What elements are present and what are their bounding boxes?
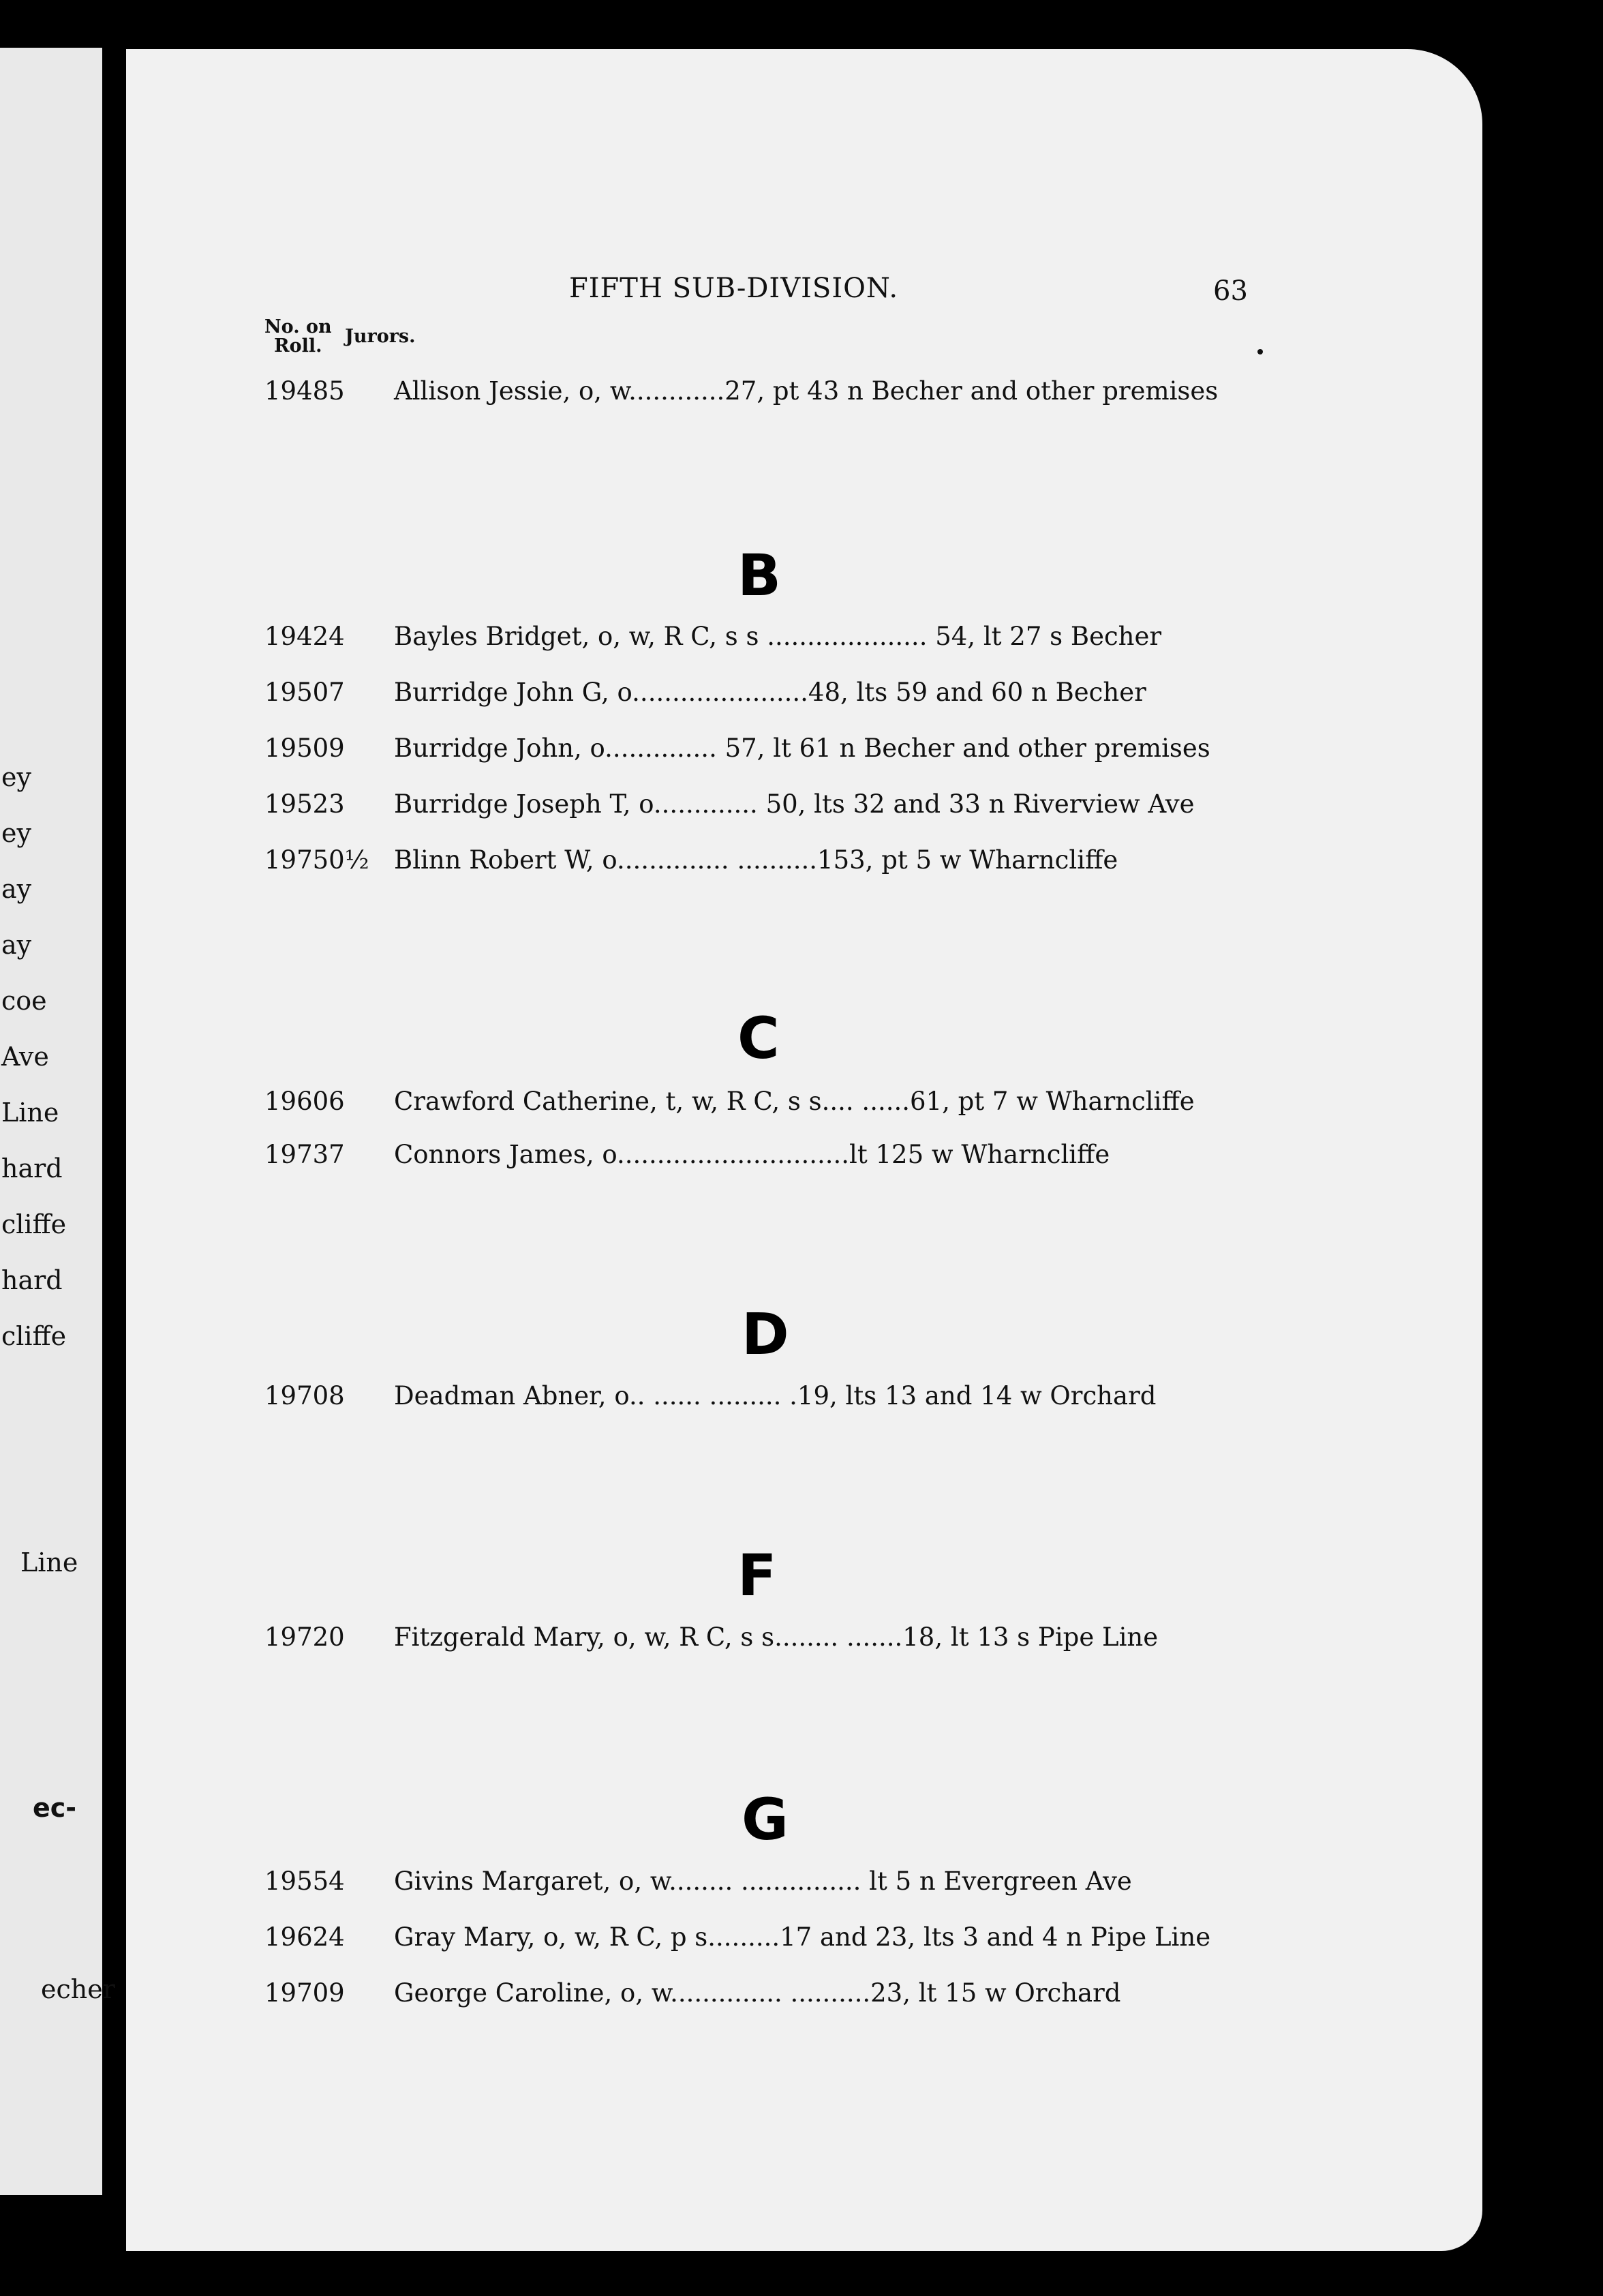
roll-number: 19523 [264, 789, 345, 819]
column-header [264, 318, 416, 356]
juror-entry: Connors James, o.............................lt 125 w Wharncliffe [394, 1140, 1110, 1169]
section-letter: F [737, 1542, 777, 1609]
roll-number: 19485 [264, 376, 345, 406]
margin-fragment: cliffe [1, 1209, 67, 1239]
roll-header-line1: No. on [264, 316, 332, 337]
roll-number: 19554 [264, 1867, 345, 1896]
section-letter: B [737, 542, 782, 609]
margin-fragment: echer [41, 1974, 115, 2004]
section-letter: C [737, 1005, 780, 1072]
juror-entry: Burridge Joseph T, o............. 50, lts 32 and 33 n Riverview Ave [394, 789, 1195, 819]
roll-number: 19606 [264, 1087, 345, 1116]
margin-fragment: ey [1, 762, 31, 792]
juror-entry: Burridge John, o.............. 57, lt 61 n Becher and other premises [394, 734, 1210, 763]
roll-number: 19509 [264, 734, 345, 763]
margin-fragment: hard [1, 1153, 63, 1183]
margin-fragment: Line [1, 1098, 59, 1128]
juror-entry: Crawford Catherine, t, w, R C, s s.... ......61, pt 7 w Wharncliffe [394, 1087, 1195, 1116]
page-number: 63 [1213, 275, 1248, 307]
juror-row [264, 734, 1266, 766]
section-letter: D [742, 1301, 789, 1368]
juror-row [264, 1087, 1266, 1119]
juror-row [264, 1381, 1266, 1414]
juror-entry: George Caroline, o, w.............. ..........23, lt 15 w Orchard [394, 1978, 1121, 2008]
juror-entry: Deadman Abner, o.. ...... ......... .19, lts 13 and 14 w Orchard [394, 1381, 1157, 1410]
margin-fragment: cliffe [1, 1321, 67, 1351]
roll-number-header [264, 318, 332, 356]
section-letter: G [742, 1786, 789, 1853]
margin-fragment: Line [20, 1547, 78, 1577]
roll-number: 19624 [264, 1922, 345, 1952]
juror-row [264, 1622, 1266, 1655]
roll-number: 19507 [264, 678, 345, 707]
margin-fragment: Ave [1, 1042, 49, 1072]
book-binding [102, 48, 128, 2263]
page-title: FIFTH SUB-DIVISION. [569, 273, 899, 304]
juror-entry: Bayles Bridget, o, w, R C, s s .................... 54, lt 27 s Becher [394, 622, 1162, 651]
roll-number: 19737 [264, 1140, 345, 1169]
roll-number: 19708 [264, 1381, 345, 1410]
margin-fragment: ay [1, 874, 32, 904]
ink-speck [1257, 349, 1263, 354]
juror-row [264, 678, 1266, 710]
juror-row [264, 376, 1266, 409]
roll-number: 19720 [264, 1622, 345, 1652]
juror-row [264, 1978, 1266, 2011]
margin-fragment: hard [1, 1265, 63, 1295]
jurors-header: Jurors. [345, 326, 416, 347]
roll-number: 19424 [264, 622, 345, 651]
juror-entry: Fitzgerald Mary, o, w, R C, s s........ .......18, lt 13 s Pipe Line [394, 1622, 1159, 1652]
roll-header-line2: Roll. [274, 335, 322, 357]
juror-row [264, 845, 1266, 878]
juror-entry: Blinn Robert W, o.............. ..........153, pt 5 w Wharncliffe [394, 845, 1118, 875]
juror-row [264, 1867, 1266, 1899]
juror-entry: Allison Jessie, o, w............27, pt 43 n Becher and other premises [394, 376, 1219, 406]
margin-fragment: ay [1, 930, 32, 960]
margin-fragment: ec- [33, 1793, 77, 1823]
roll-number: 19709 [264, 1978, 345, 2008]
juror-entry: Burridge John G, o......................48, lts 59 and 60 n Becher [394, 678, 1146, 707]
margin-fragment: coe [1, 986, 47, 1016]
juror-row [264, 622, 1266, 654]
juror-row [264, 789, 1266, 822]
margin-fragment: ey [1, 818, 31, 848]
roll-number: 19750½ [264, 845, 369, 875]
juror-entry: Givins Margaret, o, w........ ............... lt 5 n Evergreen Ave [394, 1867, 1132, 1896]
juror-row [264, 1922, 1266, 1955]
juror-row [264, 1140, 1266, 1173]
juror-entry: Gray Mary, o, w, R C, p s.........17 and 23, lts 3 and 4 n Pipe Line [394, 1922, 1211, 1952]
